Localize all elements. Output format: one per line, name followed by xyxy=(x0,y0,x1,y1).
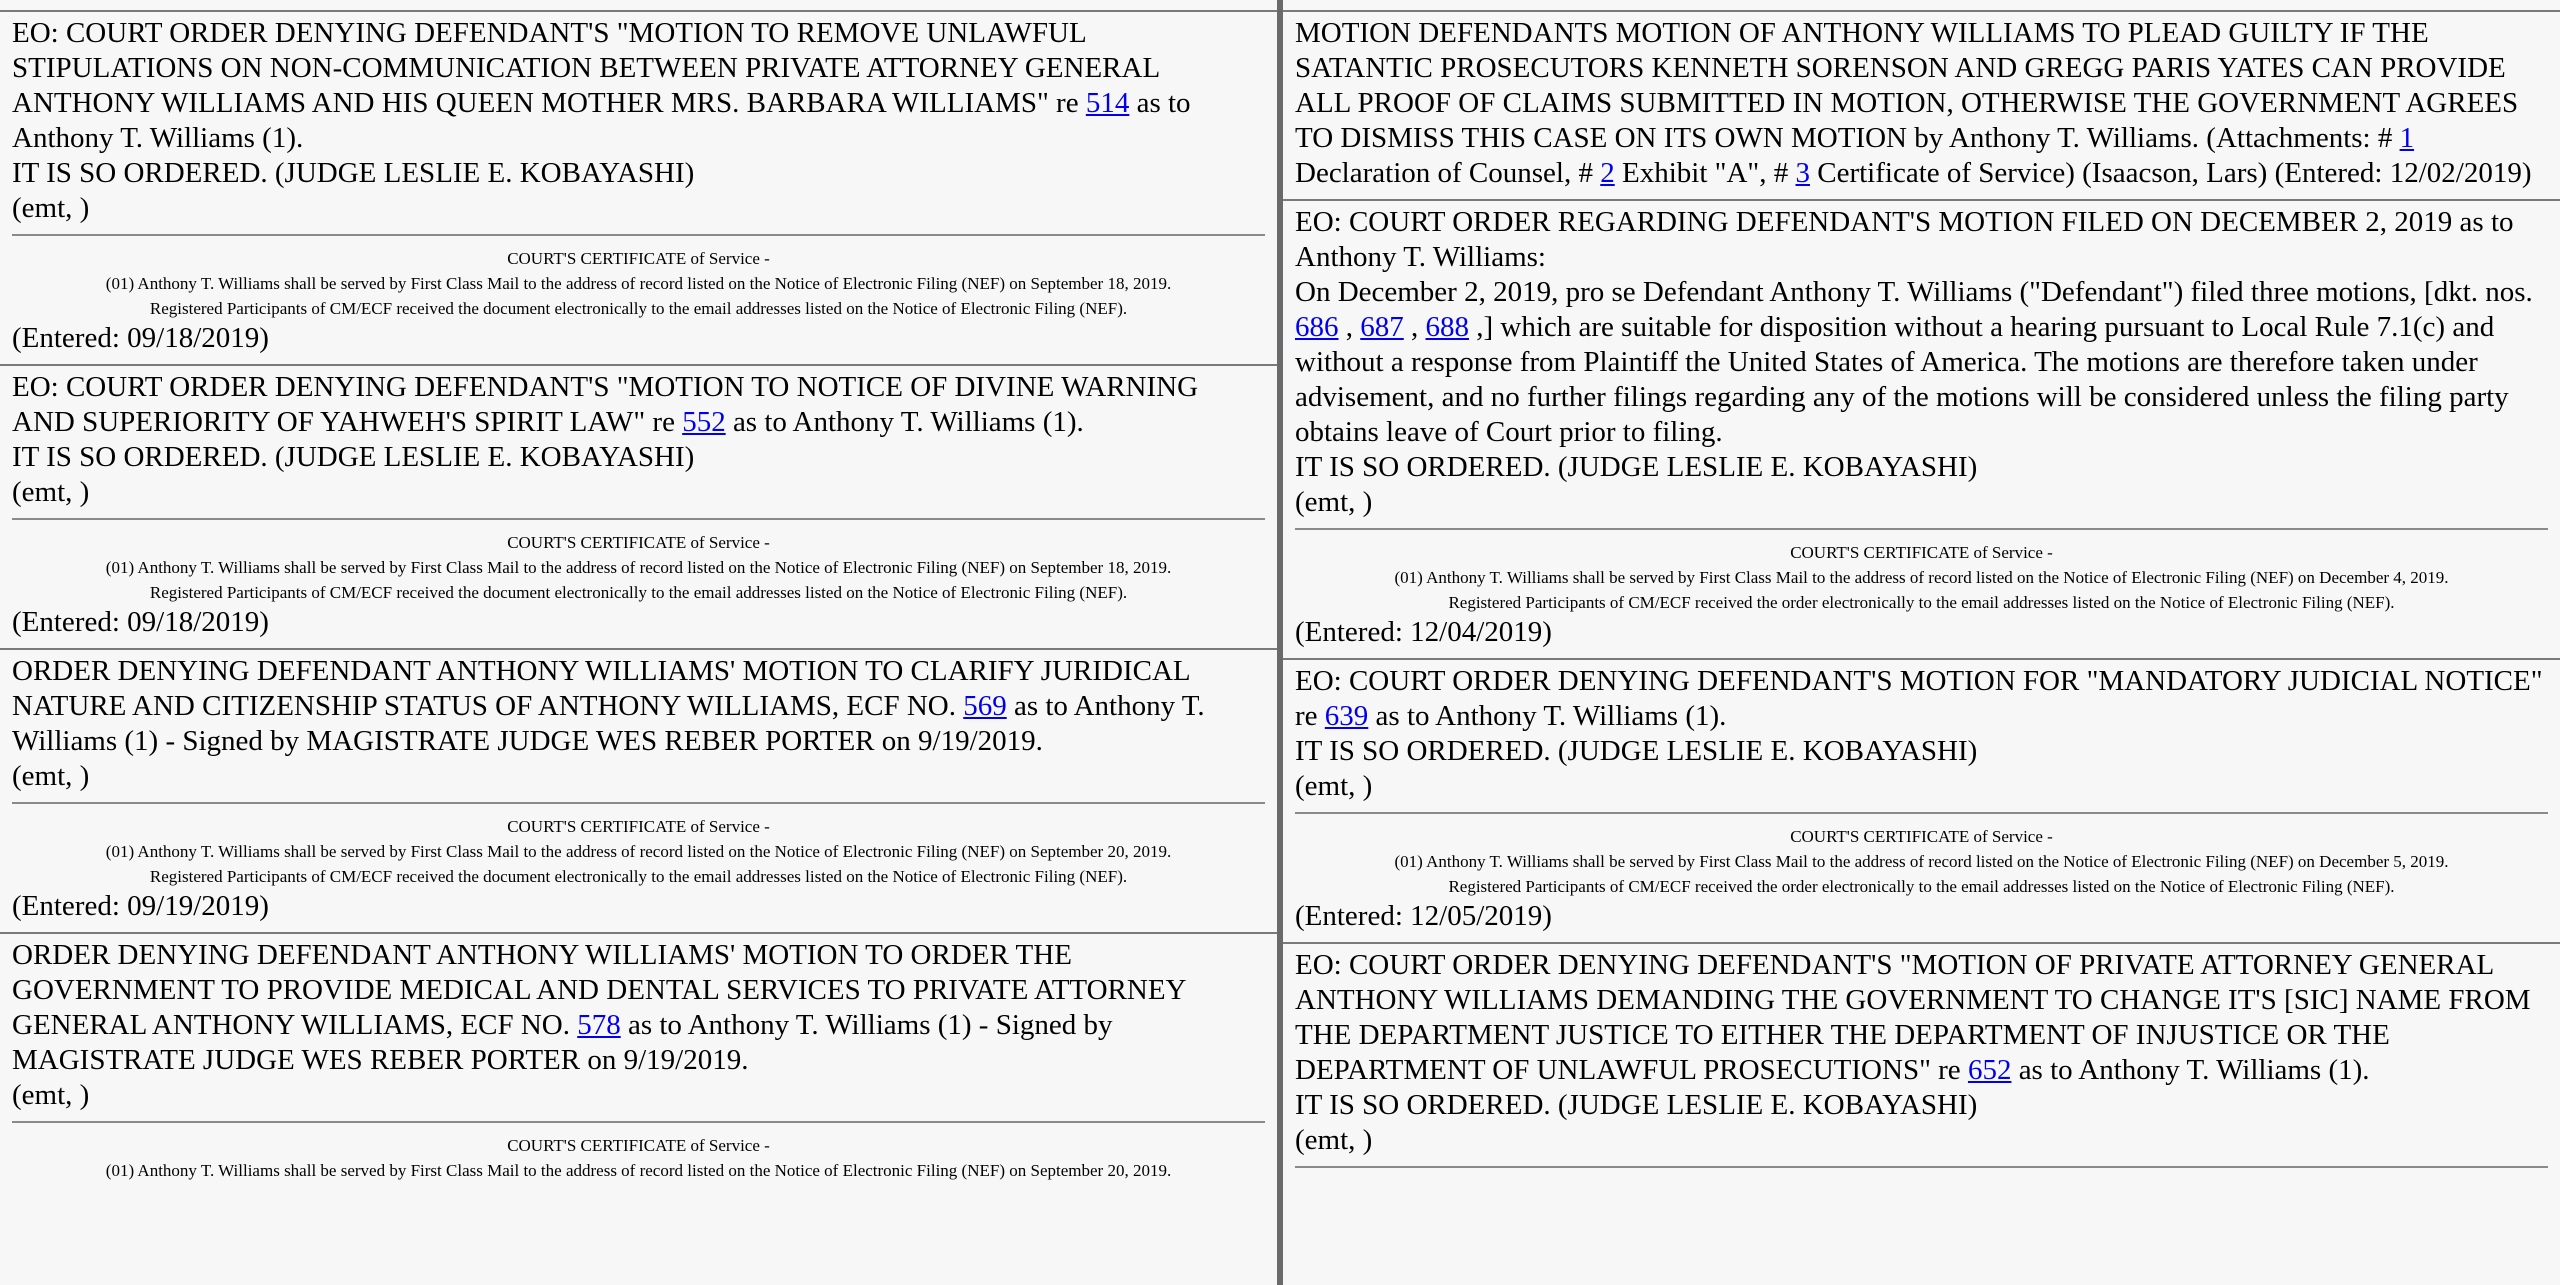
so-ordered-line: IT IS SO ORDERED. (JUDGE LESLIE E. KOBAYASHI) xyxy=(1295,1089,1978,1121)
docket-entry xyxy=(1283,10,2560,201)
entry-text: as to Anthony T. Williams (1) - Signed by MAGISTRATE JUDGE WES REBER PORTER on 9/19/2019. xyxy=(12,690,1205,757)
entry-text: MOTION DEFENDANTS MOTION OF ANTHONY WILLIAMS TO PLEAD GUILTY IF THE SATANTIC PROSECUTORS KENNETH SORENSON AND GREGG PARIS YATES CAN PROVIDE ALL PROOF OF CLAIMS SUBMITTED IN MOTION, OTHERWISE THE GOVERNMENT AGREES TO DISMISS THIS CASE ON ITS OWN MOTION by Anthony T. Williams. (Attachments: # xyxy=(1295,17,2519,154)
document-link[interactable]: 639 xyxy=(1324,700,1369,732)
entry-text: Declaration of Counsel, # xyxy=(1295,157,1601,189)
document-link[interactable]: 652 xyxy=(1967,1054,2012,1086)
cert-line: Registered Participants of CM/ECF received the document electronically to the email addresses listed on the Notice of Electronic Filing (NEF). xyxy=(149,867,1128,886)
entry-text: ORDER DENYING DEFENDANT ANTHONY WILLIAMS' MOTION TO ORDER THE GOVERNMENT TO PROVIDE MEDICAL AND DENTAL SERVICES TO PRIVATE ATTORNEY GENERAL ANTHONY WILLIAMS, ECF NO. xyxy=(12,939,1186,1041)
entry-text: On December 2, 2019, pro se Defendant Anthony T. Williams ("Defendant") filed three motions, [dkt. nos. xyxy=(1295,276,2533,308)
clerk-initials: (emt, ) xyxy=(1295,770,1373,802)
entry-text: as to Anthony T. Williams (1). xyxy=(2011,1054,2370,1086)
docket-entry-text xyxy=(12,16,1265,226)
attachment-link[interactable]: 1 xyxy=(2399,122,2415,154)
certificate-of-service xyxy=(1295,528,2548,615)
docket-entry-text xyxy=(1295,16,2548,191)
clerk-initials: (emt, ) xyxy=(12,760,90,792)
cert-line: (01) Anthony T. Williams shall be served by First Class Mail to the address of record listed on the Notice of Electronic Filing (NEF) on December 4, 2019. xyxy=(1394,568,2449,587)
docket-entry xyxy=(1283,944,2560,1186)
cert-title: COURT'S CERTIFICATE of Service - xyxy=(507,1136,770,1155)
cert-line: Registered Participants of CM/ECF received the order electronically to the email addresses listed on the Notice of Electronic Filing (NEF). xyxy=(1448,877,2395,896)
cert-line: Registered Participants of CM/ECF received the order electronically to the email addresses listed on the Notice of Electronic Filing (NEF). xyxy=(1448,593,2395,612)
cert-title: COURT'S CERTIFICATE of Service - xyxy=(1790,827,2053,846)
entered-date: (Entered: 12/05/2019) xyxy=(1295,900,1552,932)
entry-text: as to Anthony T. Williams (1). xyxy=(1368,700,1727,732)
so-ordered-line: IT IS SO ORDERED. (JUDGE LESLIE E. KOBAYASHI) xyxy=(12,441,695,473)
entry-text: ,] which are suitable for disposition without a hearing pursuant to Local Rule 7.1(c) and without a response from Plaintiff the United States of America. The motions are therefore taken under advisement, and no further filings regarding any of the motions will be considered unless the filing party obtains leave of Court prior to filing. xyxy=(1295,311,2509,448)
clerk-initials: (emt, ) xyxy=(1295,486,1373,518)
docket-entry xyxy=(0,366,1277,650)
docket-entry-text xyxy=(1295,948,2548,1158)
so-ordered-line: IT IS SO ORDERED. (JUDGE LESLIE E. KOBAYASHI) xyxy=(12,157,695,189)
document-link[interactable]: 688 xyxy=(1425,311,1469,343)
entry-text: ORDER DENYING DEFENDANT ANTHONY WILLIAMS' MOTION TO CLARIFY JURIDICAL NATURE AND CITIZENSHIP STATUS OF ANTHONY WILLIAMS, ECF NO. xyxy=(12,655,1190,722)
docket-entry xyxy=(1283,201,2560,660)
docket-entry-text xyxy=(12,370,1265,510)
entered-date: (Entered: 09/19/2019) xyxy=(12,890,269,922)
docket-entry xyxy=(0,10,1277,366)
entry-text: EO: COURT ORDER DENYING DEFENDANT'S "MOTION TO NOTICE OF DIVINE WARNING AND SUPERIORITY OF YAHWEH'S SPIRIT LAW" re xyxy=(12,371,1199,438)
document-link[interactable]: 687 xyxy=(1360,311,1404,343)
docket-column-right xyxy=(1280,0,2560,1285)
docket-entry-text xyxy=(12,938,1265,1113)
cert-line: (01) Anthony T. Williams shall be served by First Class Mail to the address of record listed on the Notice of Electronic Filing (NEF) on September 18, 2019. xyxy=(105,558,1172,577)
entry-text: as to Anthony T. Williams (1). xyxy=(12,87,1191,154)
entry-text: , xyxy=(1338,311,1361,343)
cert-line: (01) Anthony T. Williams shall be served by First Class Mail to the address of record listed on the Notice of Electronic Filing (NEF) on December 5, 2019. xyxy=(1394,852,2449,871)
docket-entry xyxy=(0,934,1277,1191)
entry-text: as to Anthony T. Williams (1). xyxy=(725,406,1084,438)
docket-entry xyxy=(0,650,1277,934)
certificate-separator xyxy=(1295,1166,2548,1178)
certificate-of-service xyxy=(12,234,1265,321)
entry-text: Certificate of Service) (Isaacson, Lars) (Entered: 12/02/2019) xyxy=(1810,157,2532,189)
docket-entry-text xyxy=(1295,664,2548,804)
entered-date: (Entered: 09/18/2019) xyxy=(12,606,269,638)
certificate-of-service xyxy=(1295,812,2548,899)
docket-entry-text xyxy=(1295,205,2548,520)
cert-title: COURT'S CERTIFICATE of Service - xyxy=(1790,543,2053,562)
entry-text: EO: COURT ORDER DENYING DEFENDANT'S "MOTION OF PRIVATE ATTORNEY GENERAL ANTHONY WILLIAMS DEMANDING THE GOVERNMENT TO CHANGE IT'S [SIC] NAME FROM THE DEPARTMENT JUSTICE TO EITHER THE DEPARTMENT OF INJUSTICE OR THE DEPARTMENT OF UNLAWFUL PROSECUTIONS" re xyxy=(1295,949,2531,1086)
docket-entry-text xyxy=(12,654,1265,794)
attachment-link[interactable]: 3 xyxy=(1795,157,1810,189)
entry-text: Exhibit "A", # xyxy=(1614,157,1796,189)
cert-title: COURT'S CERTIFICATE of Service - xyxy=(507,249,770,268)
entered-date: (Entered: 12/04/2019) xyxy=(1295,616,1552,648)
so-ordered-line: IT IS SO ORDERED. (JUDGE LESLIE E. KOBAYASHI) xyxy=(1295,451,1978,483)
clerk-initials: (emt, ) xyxy=(12,1079,90,1111)
cert-line: (01) Anthony T. Williams shall be served by First Class Mail to the address of record listed on the Notice of Electronic Filing (NEF) on September 20, 2019. xyxy=(105,842,1172,861)
attachment-link[interactable]: 2 xyxy=(1600,157,1615,189)
entered-date: (Entered: 09/18/2019) xyxy=(12,322,269,354)
clerk-initials: (emt, ) xyxy=(1295,1124,1373,1156)
certificate-of-service xyxy=(12,1121,1265,1183)
clerk-initials: (emt, ) xyxy=(12,192,90,224)
entry-heading: EO: COURT ORDER REGARDING DEFENDANT'S MOTION FILED ON DECEMBER 2, 2019 as to Anthony T. Williams: xyxy=(1295,206,2514,273)
cert-line: Registered Participants of CM/ECF received the document electronically to the email addresses listed on the Notice of Electronic Filing (NEF). xyxy=(149,299,1128,318)
document-link[interactable]: 552 xyxy=(682,406,726,438)
certificate-of-service xyxy=(12,802,1265,889)
certificate-of-service xyxy=(12,518,1265,605)
cert-line: (01) Anthony T. Williams shall be served by First Class Mail to the address of record listed on the Notice of Electronic Filing (NEF) on September 20, 2019. xyxy=(105,1161,1172,1180)
document-link[interactable]: 686 xyxy=(1295,311,1339,343)
clerk-initials: (emt, ) xyxy=(12,476,90,508)
document-link[interactable]: 578 xyxy=(577,1009,621,1041)
cert-line: (01) Anthony T. Williams shall be served by First Class Mail to the address of record listed on the Notice of Electronic Filing (NEF) on September 18, 2019. xyxy=(105,274,1172,293)
cert-title: COURT'S CERTIFICATE of Service - xyxy=(507,817,770,836)
cert-line: Registered Participants of CM/ECF received the document electronically to the email addresses listed on the Notice of Electronic Filing (NEF). xyxy=(149,583,1128,602)
document-link[interactable]: 514 xyxy=(1085,87,1130,119)
entry-text: EO: COURT ORDER DENYING DEFENDANT'S "MOTION TO REMOVE UNLAWFUL STIPULATIONS ON NON-COMMUNICATION BETWEEN PRIVATE ATTORNEY GENERAL ANTHONY WILLIAMS AND HIS QUEEN MOTHER MRS. BARBARA WILLIAMS" re xyxy=(12,17,1160,119)
so-ordered-line: IT IS SO ORDERED. (JUDGE LESLIE E. KOBAYASHI) xyxy=(1295,735,1978,767)
document-link[interactable]: 569 xyxy=(963,690,1007,722)
cert-title: COURT'S CERTIFICATE of Service - xyxy=(507,533,770,552)
docket-entry xyxy=(1283,660,2560,944)
entry-text: , xyxy=(1403,311,1426,343)
entry-text: as to Anthony T. Williams (1) - Signed by MAGISTRATE JUDGE WES REBER PORTER on 9/19/2019. xyxy=(12,1009,1113,1076)
entry-text: EO: COURT ORDER DENYING DEFENDANT'S MOTION FOR "MANDATORY JUDICIAL NOTICE" re xyxy=(1295,665,2543,732)
